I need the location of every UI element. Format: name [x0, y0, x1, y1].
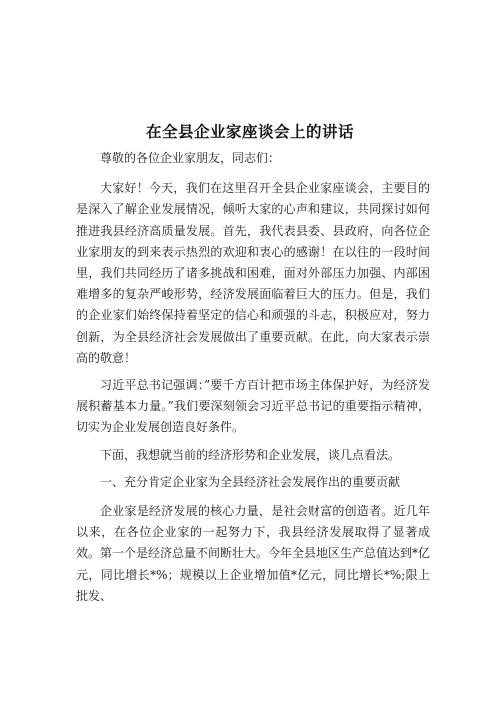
paragraph-quote: 习近平总书记强调：”要千方百计把市场主体保护好，为经济发展积蓄基本力量。”我们要深刻领会习近平总书记的重要指示精神，切实为企业发展创造良好条件。 — [76, 378, 430, 435]
section-heading: 一、充分肯定企业家为全县经济社会发展作出的重要贡献 — [100, 474, 401, 489]
paragraph-section-one: 企业家是经济发展的核心力量，是社会财富的创造者。近几年以来，在各位企业家的一起努力下，我县经济发展取得了显著成效。第一个是经济总量不间断壮大。今年全县地区生产总值达到*亿元，同比增长*%；规模以上企业增加值*亿元，同比增长*%;限上批发、 — [76, 504, 431, 603]
paragraph-opening: 大家好！今天，我们在这里召开全县企业家座谈会，主要目的是深入了解企业发展情况，倾听大家的心声和建议，共同探讨如何推进我县经济高质量发展。首先，我代表县委、县政府，向各位企业家朋友的到来表示热烈的欢迎和衷心的感谢！在以往的一段时间里，我们共同经历了诸多挑战和困难，面对外部压力加强、内部困难增多的复杂严峻形势，经济发展面临着巨大的压力。但是，我们的企业家们始终保持着坚定的信心和顽强的斗志，积极应对，努力创新，为全县经济社会发展做出了重要贡献。在此，向大家表示崇高的敬意！ — [76, 181, 430, 365]
greeting-line: 尊敬的各位企业家朋友，同志们： — [100, 151, 281, 165]
document-body — [76, 148, 430, 613]
document-title: 在全县企业家座谈会上的讲话 — [145, 123, 354, 141]
paragraph-transition: 下面，我想就当前的经济形势和企业发展，谈几点看法。 — [100, 447, 401, 462]
